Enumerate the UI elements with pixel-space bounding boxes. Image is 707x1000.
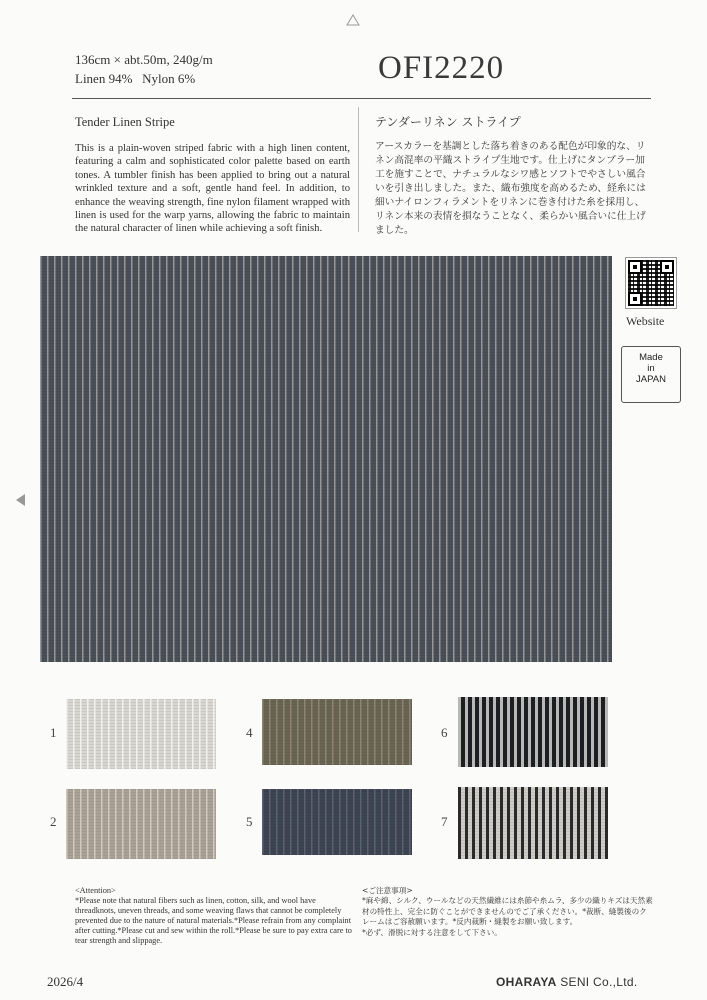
brand-name xyxy=(496,975,637,989)
main-fabric-swatch xyxy=(40,256,612,662)
spec-composition: Linen 94% Nylon 6% xyxy=(75,71,196,86)
color-swatch-1 xyxy=(66,699,216,769)
column-divider xyxy=(358,107,359,232)
left-triangle-marker-icon xyxy=(16,494,25,506)
description-english: This is a plain-woven striped fabric with a high linen content, featuring a calm and sophisticated color palette based on earth tones. A tumbler finish has been applied to bring out a natural wrinkled texture and a soft, gentle hand feel. In addition, to enhance the weaving strength, fine nylon filament wrapped with linen is used for the warp yarns, allowing the fabric to maintain the natural character of linen while achieving a soft finish. xyxy=(75,143,350,235)
swatch-number: 5 xyxy=(246,814,253,829)
spec-width-weight: 136cm × abt.50m, 240g/m xyxy=(75,52,213,67)
color-swatch-2 xyxy=(66,789,216,859)
website-label: Website xyxy=(626,314,665,328)
swatch-number: 4 xyxy=(246,725,253,740)
description-japanese: アースカラーを基調とした落ち着きのある配色が印象的な、リネン高混率の平織ストライプ生地です。仕上げにタンブラー加工を施すことで、ナチュラルなシワ感とソフトでやさしい風合いを引き出しました。また、織布強度を高めるため、経糸には細いナイロンフィラメントをリネンに巻き付けた糸を採用し、リネン本来の表情を損なうことなく、柔らかい風合いに仕上げました。 xyxy=(375,141,646,236)
swatch-number: 7 xyxy=(441,814,448,829)
color-swatch-6 xyxy=(458,697,608,767)
attention-japanese: <ご注意事項> *麻や綿、シルク、ウールなどの天然繊維には糸節や糸ムラ、多少の織りキズは天然素材の特性上、完全に防ぐことができませんのでご了承ください。*裁断、縫製後のクレームはご容赦願います。*反内裁断・縫製をお願い致します。 *必ず、滑脱に対する注意をして下さい。 xyxy=(362,886,653,937)
swatch-number: 6 xyxy=(441,725,448,740)
title-english: Tender Linen Stripe xyxy=(75,115,175,129)
color-swatch-4 xyxy=(262,699,412,765)
made-in-line: in xyxy=(647,363,655,374)
attention-english: <Attention> *Please note that natural fibers such as linen, cotton, silk, and wool have threadknots, uneven threads, and some weaving flaws that cannot be completely prevented due to the nature of natural materials.*Please refrain from any complaint after cutting.*Please cut and sew within the roll.*Please be sure to pay extra care to tear strength and slippage. xyxy=(75,886,352,945)
header-divider xyxy=(72,98,651,99)
brand-name-suffix: SENI Co.,Ltd. xyxy=(556,975,638,989)
product-code: OFI2220 xyxy=(378,50,505,86)
brand-name-bold: OHARAYA xyxy=(496,975,557,989)
issue-date: 2026/4 xyxy=(47,974,84,989)
made-in-line: JAPAN xyxy=(636,374,666,385)
title-japanese: テンダーリネン ストライプ xyxy=(375,115,521,129)
qr-code-icon[interactable] xyxy=(626,258,676,308)
color-swatch-5 xyxy=(262,789,412,855)
swatch-number: 1 xyxy=(50,725,57,740)
swatch-number: 2 xyxy=(50,814,57,829)
top-triangle-marker-icon xyxy=(346,14,360,26)
made-in-japan-badge xyxy=(621,346,681,403)
color-swatch-7 xyxy=(458,787,608,859)
made-in-line: Made xyxy=(639,352,663,363)
